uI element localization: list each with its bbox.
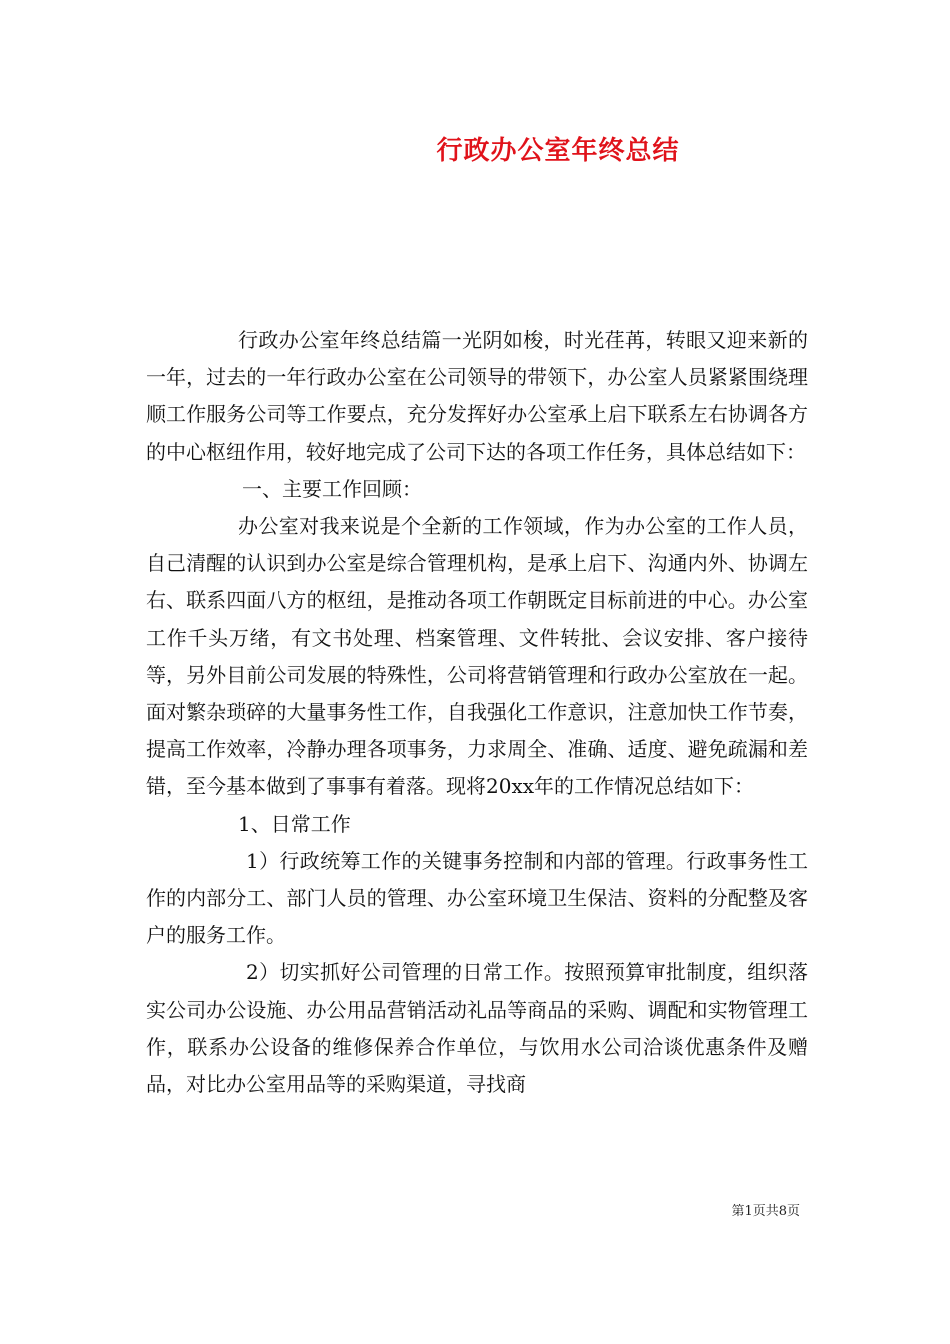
- paragraph-review: 办公室对我来说是个全新的工作领域，作为办公室的工作人员，自己清醒的认识到办公室是综合管理机构，是承上启下、沟通内外、协调左右、联系四面八方的枢纽，是推动各项工作朝既定目标前进的中心。办公室工作千头万绪，有文书处理、档案管理、文件转批、会议安排、客户接待等，另外目前公司发展的特殊性，公司将营销管理和行政办公室放在一起。面对繁杂琐碎的大量事务性工作，自我强化工作意识，注意加快工作节奏，提高工作效率，冷静办理各项事务，力求周全、准确、适度、避免疏漏和差错，至今基本做到了事事有着落。现将20xx年的工作情况总结如下：: [146, 514, 808, 799]
- paragraph-intro: 行政办公室年终总结篇一光阴如梭，时光荏苒，转眼又迎来新的一年，过去的一年行政办公室在公司领导的带领下，办公室人员紧紧围绕理顺工作服务公司等工作要点，充分发挥好办公室承上启下联系左右协调各方的中心枢纽作用，较好地完成了公司下达的各项工作任务，具体总结如下：: [146, 328, 808, 464]
- subsection-heading-daily-work: 1、日常工作: [238, 811, 351, 836]
- page-number: 第1页共8页: [731, 1204, 800, 1219]
- document-body: [146, 322, 808, 1103]
- paragraph-item-1: 1）行政统筹工作的关键事务控制和内部的管理。行政事务性工作的内部分工、部门人员的管理、办公室环境卫生保洁、资料的分配整及客户的服务工作。: [146, 848, 808, 948]
- section-heading-review: 一、主要工作回顾：: [242, 476, 422, 501]
- paragraph-item-2: 2）切实抓好公司管理的日常工作。按照预算审批制度，组织落实公司办公设施、办公用品营销活动礼品等商品的采购、调配和实物管理工作，联系办公设备的维修保养合作单位，与饮用水公司洽谈优惠条件及赠品，对比办公室用品等的采购渠道，寻找商: [146, 960, 808, 1097]
- document-title: 行政办公室年终总结: [436, 136, 680, 166]
